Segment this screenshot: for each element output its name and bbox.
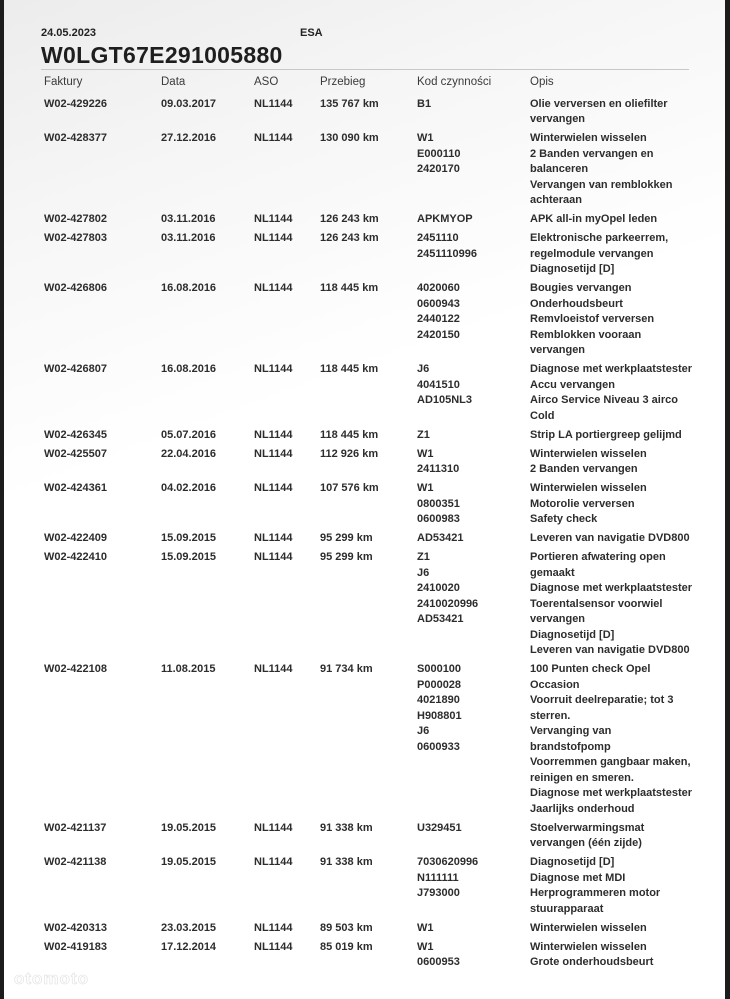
description-line: Voorruit deelreparatie; tot 3 bbox=[530, 694, 674, 706]
description-cell bbox=[530, 550, 694, 659]
date-cell: 15.09.2015 bbox=[161, 551, 217, 563]
code-line: 2410020996 bbox=[417, 597, 479, 610]
code-line: U329451 bbox=[417, 821, 462, 834]
description-line: Grote onderhoudsbeurt bbox=[530, 956, 654, 968]
invoice-cell: W02-421137 bbox=[44, 821, 107, 834]
description-line: sterren. bbox=[530, 709, 571, 722]
table-row bbox=[44, 531, 694, 547]
table-row bbox=[44, 97, 694, 128]
mileage-cell: 85 019 km bbox=[320, 940, 373, 953]
date-cell: 16.08.2016 bbox=[161, 282, 217, 294]
table-row bbox=[44, 231, 694, 278]
code-cell bbox=[417, 921, 530, 937]
mileage-cell: 135 767 km bbox=[320, 97, 379, 110]
description-line: Cold bbox=[530, 409, 555, 422]
code-line: 4021890 bbox=[417, 694, 460, 706]
vin-number: W0LGT67E291005880 bbox=[41, 42, 283, 68]
mileage-cell: 91 338 km bbox=[320, 821, 373, 834]
description-line: Strip LA portiergreep gelijmd bbox=[530, 428, 682, 441]
code-line: J793000 bbox=[417, 887, 460, 899]
description-line: 100 Punten check Opel bbox=[530, 663, 651, 675]
description-line: Olie verversen en oliefilter bbox=[530, 97, 668, 110]
aso-cell: NL1144 bbox=[254, 428, 293, 441]
description-cell bbox=[530, 921, 694, 937]
description-line: 2 Banden vervangen en bbox=[530, 147, 654, 160]
code-line: W1 bbox=[417, 482, 434, 494]
code-cell bbox=[417, 231, 530, 278]
code-line: 2411310 bbox=[417, 463, 460, 475]
code-line: 0600953 bbox=[417, 956, 460, 968]
description-line: Remvloeistof verversen bbox=[530, 313, 655, 325]
aso-cell: NL1144 bbox=[254, 856, 293, 868]
col-aso: ASO bbox=[254, 76, 279, 88]
table-row bbox=[44, 550, 694, 659]
code-line: 4041510 bbox=[417, 378, 460, 391]
code-line: J6 bbox=[417, 363, 430, 375]
date-cell: 19.05.2015 bbox=[161, 856, 217, 868]
table-body bbox=[44, 97, 694, 971]
code-line: 7030620996 bbox=[417, 856, 479, 868]
description-cell bbox=[530, 131, 694, 209]
date-cell: 15.09.2015 bbox=[161, 532, 217, 544]
mileage-cell: 126 243 km bbox=[320, 213, 379, 225]
mileage-cell: 118 445 km bbox=[320, 282, 379, 294]
table-row bbox=[44, 428, 694, 444]
description-line: Diagnose met MDI bbox=[530, 871, 626, 884]
code-cell bbox=[417, 821, 530, 852]
aso-cell: NL1144 bbox=[254, 940, 293, 953]
report-date: 24.05.2023 bbox=[41, 27, 97, 39]
description-cell bbox=[530, 281, 694, 359]
date-cell: 17.12.2014 bbox=[161, 940, 217, 953]
description-line: Winterwielen wisselen bbox=[530, 447, 647, 460]
source-label: ESA bbox=[300, 27, 323, 39]
invoice-cell: W02-424361 bbox=[44, 482, 107, 494]
aso-cell: NL1144 bbox=[254, 551, 293, 563]
code-line: B1 bbox=[417, 97, 432, 110]
description-line: vervangen bbox=[530, 113, 586, 125]
aso-cell: NL1144 bbox=[254, 132, 293, 144]
description-cell bbox=[530, 428, 694, 444]
code-cell bbox=[417, 131, 530, 209]
date-cell: 05.07.2016 bbox=[161, 428, 217, 441]
col-invoice: Faktury bbox=[44, 76, 83, 88]
description-line: Jaarlijks onderhoud bbox=[530, 802, 635, 815]
description-line: Winterwielen wisselen bbox=[530, 940, 647, 953]
code-cell bbox=[417, 97, 530, 128]
aso-cell: NL1144 bbox=[254, 482, 293, 494]
col-code: Kod czynności bbox=[417, 76, 492, 88]
code-line: AD53421 bbox=[417, 532, 464, 544]
service-table bbox=[44, 76, 694, 971]
mileage-cell: 130 090 km bbox=[320, 132, 379, 144]
code-cell bbox=[417, 362, 530, 424]
col-description: Opis bbox=[530, 76, 554, 88]
description-line: APK all-in myOpel leden bbox=[530, 213, 658, 225]
mileage-cell: 118 445 km bbox=[320, 428, 379, 441]
table-row bbox=[44, 447, 694, 478]
aso-cell: NL1144 bbox=[254, 532, 293, 544]
description-line: achteraan bbox=[530, 194, 582, 206]
description-line: Stoelverwarmingsmat bbox=[530, 821, 645, 834]
mileage-cell: 91 338 km bbox=[320, 856, 373, 868]
description-line: Toerentalsensor voorwiel bbox=[530, 597, 663, 610]
description-line: Voorremmen gangbaar maken, bbox=[530, 756, 691, 768]
aso-cell: NL1144 bbox=[254, 447, 293, 460]
code-line: E000110 bbox=[417, 147, 461, 160]
description-cell bbox=[530, 447, 694, 478]
table-row bbox=[44, 362, 694, 424]
description-line: vervangen bbox=[530, 613, 586, 625]
description-line: regelmodule vervangen bbox=[530, 247, 654, 260]
description-cell bbox=[530, 662, 694, 817]
aso-cell: NL1144 bbox=[254, 921, 293, 934]
description-cell bbox=[530, 821, 694, 852]
description-line: vervangen (één zijde) bbox=[530, 837, 642, 849]
code-line: W1 bbox=[417, 921, 434, 934]
invoice-cell: W02-425507 bbox=[44, 447, 107, 460]
invoice-cell: W02-428377 bbox=[44, 132, 107, 144]
code-line: 2410020 bbox=[417, 582, 460, 594]
code-line: S000100 bbox=[417, 663, 462, 675]
description-line: Vervanging van bbox=[530, 725, 612, 737]
code-line: 0600943 bbox=[417, 297, 460, 310]
date-cell: 03.11.2016 bbox=[161, 213, 216, 225]
code-line: W1 bbox=[417, 940, 434, 953]
date-cell: 22.04.2016 bbox=[161, 447, 217, 460]
invoice-cell: W02-421138 bbox=[44, 856, 107, 868]
description-line: Herprogrammeren motor bbox=[530, 887, 661, 899]
code-line: 2451110 bbox=[417, 232, 459, 244]
description-line: Leveren van navigatie DVD800 bbox=[530, 644, 690, 656]
date-cell: 09.03.2017 bbox=[161, 97, 217, 110]
table-row bbox=[44, 281, 694, 359]
description-line: Occasion bbox=[530, 678, 580, 691]
invoice-cell: W02-420313 bbox=[44, 921, 107, 934]
code-cell bbox=[417, 281, 530, 359]
description-line: Diagnose met werkplaatstester bbox=[530, 582, 693, 594]
table-row bbox=[44, 662, 694, 817]
description-cell bbox=[530, 481, 694, 528]
table-header bbox=[44, 76, 694, 93]
date-cell: 16.08.2016 bbox=[161, 363, 217, 375]
description-line: Leveren van navigatie DVD800 bbox=[530, 532, 690, 544]
description-line: Diagnosetijd [D] bbox=[530, 628, 615, 641]
description-line: Accu vervangen bbox=[530, 378, 615, 391]
description-line: Bougies vervangen bbox=[530, 282, 632, 294]
code-line: 0600983 bbox=[417, 513, 460, 525]
code-line: J6 bbox=[417, 725, 430, 737]
description-line: stuurapparaat bbox=[530, 902, 604, 915]
description-line: Airco Service Niveau 3 airco bbox=[530, 394, 678, 406]
invoice-cell: W02-422410 bbox=[44, 551, 107, 563]
invoice-cell: W02-426806 bbox=[44, 282, 107, 294]
code-line: Z1 bbox=[417, 428, 430, 441]
code-line: 2420150 bbox=[417, 328, 460, 341]
mileage-cell: 89 503 km bbox=[320, 921, 373, 934]
code-line: AD53421 bbox=[417, 613, 464, 625]
code-cell bbox=[417, 855, 530, 917]
code-cell bbox=[417, 531, 530, 547]
invoice-cell: W02-426345 bbox=[44, 428, 107, 441]
code-line: AD105NL3 bbox=[417, 394, 473, 406]
description-line: Motorolie verversen bbox=[530, 497, 635, 510]
description-line: Elektronische parkeerrem, bbox=[530, 232, 669, 244]
description-cell bbox=[530, 97, 694, 128]
description-line: reinigen en smeren. bbox=[530, 771, 634, 784]
mileage-cell: 107 576 km bbox=[320, 482, 379, 494]
invoice-cell: W02-422108 bbox=[44, 663, 107, 675]
description-cell bbox=[530, 362, 694, 424]
description-line: Vervangen van remblokken bbox=[530, 178, 673, 191]
aso-cell: NL1144 bbox=[254, 363, 293, 375]
date-cell: 23.03.2015 bbox=[161, 921, 217, 934]
invoice-cell: W02-427802 bbox=[44, 213, 107, 225]
description-cell bbox=[530, 212, 694, 228]
code-cell bbox=[417, 940, 530, 971]
service-history-document bbox=[4, 0, 725, 999]
description-cell bbox=[530, 940, 694, 971]
description-cell bbox=[530, 531, 694, 547]
description-line: Diagnosetijd [D] bbox=[530, 263, 615, 275]
invoice-cell: W02-429226 bbox=[44, 97, 107, 110]
code-cell bbox=[417, 447, 530, 478]
code-line: Z1 bbox=[417, 551, 430, 563]
mileage-cell: 118 445 km bbox=[320, 363, 379, 375]
code-cell bbox=[417, 550, 530, 659]
description-line: Portieren afwatering open bbox=[530, 551, 666, 563]
code-line: 0600933 bbox=[417, 740, 460, 753]
code-line: N111111 bbox=[417, 871, 459, 884]
code-line: 4020060 bbox=[417, 282, 460, 294]
date-cell: 19.05.2015 bbox=[161, 821, 217, 834]
code-line: 2451110996 bbox=[417, 247, 477, 260]
description-line: Safety check bbox=[530, 513, 598, 525]
description-line: vervangen bbox=[530, 344, 586, 356]
table-row bbox=[44, 921, 694, 937]
table-row bbox=[44, 940, 694, 971]
aso-cell: NL1144 bbox=[254, 213, 293, 225]
code-line: 2440122 bbox=[417, 313, 460, 325]
invoice-cell: W02-419183 bbox=[44, 940, 107, 953]
aso-cell: NL1144 bbox=[254, 97, 293, 110]
table-row bbox=[44, 481, 694, 528]
code-line: W1 bbox=[417, 447, 434, 460]
description-line: 2 Banden vervangen bbox=[530, 463, 638, 475]
code-line: APKMYOP bbox=[417, 213, 473, 225]
description-line: Diagnose met werkplaatstester bbox=[530, 787, 693, 799]
code-line: H908801 bbox=[417, 709, 462, 722]
table-row bbox=[44, 131, 694, 209]
code-cell bbox=[417, 662, 530, 817]
description-line: Remblokken vooraan bbox=[530, 328, 642, 341]
col-date: Data bbox=[161, 76, 186, 88]
description-cell bbox=[530, 231, 694, 278]
mileage-cell: 91 734 km bbox=[320, 663, 373, 675]
date-cell: 11.08.2015 bbox=[161, 663, 216, 675]
description-line: Onderhoudsbeurt bbox=[530, 297, 623, 310]
aso-cell: NL1144 bbox=[254, 821, 293, 834]
description-line: Winterwielen wisselen bbox=[530, 921, 647, 934]
code-line: J6 bbox=[417, 566, 430, 579]
col-mileage: Przebieg bbox=[320, 76, 366, 88]
aso-cell: NL1144 bbox=[254, 232, 293, 244]
mileage-cell: 95 299 km bbox=[320, 532, 373, 544]
code-line: P000028 bbox=[417, 678, 462, 691]
description-line: Diagnose met werkplaatstester bbox=[530, 363, 693, 375]
description-line: Winterwielen wisselen bbox=[530, 482, 647, 494]
date-cell: 03.11.2016 bbox=[161, 232, 216, 244]
code-line: 0800351 bbox=[417, 497, 460, 510]
date-cell: 27.12.2016 bbox=[161, 132, 217, 144]
description-cell bbox=[530, 855, 694, 917]
invoice-cell: W02-427803 bbox=[44, 232, 107, 244]
table-row bbox=[44, 212, 694, 228]
description-line: balanceren bbox=[530, 163, 589, 175]
code-line: 2420170 bbox=[417, 163, 460, 175]
invoice-cell: W02-422409 bbox=[44, 532, 107, 544]
mileage-cell: 126 243 km bbox=[320, 232, 379, 244]
description-line: gemaakt bbox=[530, 566, 575, 579]
code-cell bbox=[417, 212, 530, 228]
header-divider bbox=[41, 69, 689, 70]
code-cell bbox=[417, 428, 530, 444]
aso-cell: NL1144 bbox=[254, 282, 293, 294]
mileage-cell: 95 299 km bbox=[320, 551, 373, 563]
invoice-cell: W02-426807 bbox=[44, 363, 107, 375]
table-row bbox=[44, 821, 694, 852]
date-cell: 04.02.2016 bbox=[161, 482, 217, 494]
watermark: otomoto bbox=[14, 969, 89, 988]
code-cell bbox=[417, 481, 530, 528]
description-line: Winterwielen wisselen bbox=[530, 132, 647, 144]
aso-cell: NL1144 bbox=[254, 663, 293, 675]
mileage-cell: 112 926 km bbox=[320, 447, 379, 460]
table-row bbox=[44, 855, 694, 917]
description-line: brandstofpomp bbox=[530, 740, 611, 753]
code-line: W1 bbox=[417, 132, 434, 144]
description-line: Diagnosetijd [D] bbox=[530, 856, 615, 868]
